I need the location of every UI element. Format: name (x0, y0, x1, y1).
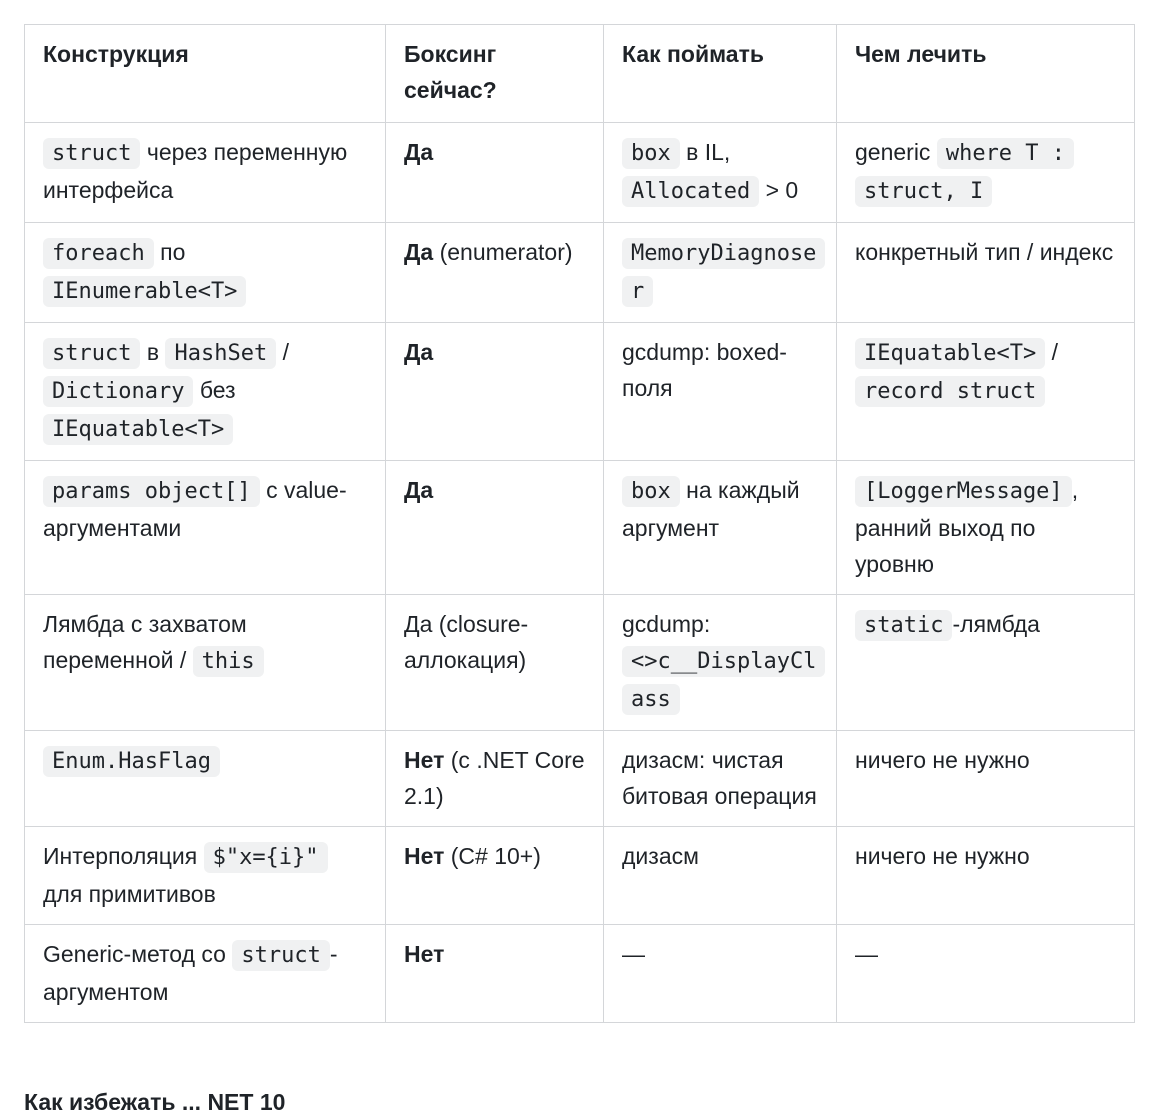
cell-text: , ранний выход по уровню (855, 477, 1079, 577)
cell-construct (25, 223, 386, 323)
cell-text: Generic-метод со (43, 941, 233, 967)
cell-fix (837, 323, 1135, 461)
cell-boxing (386, 925, 604, 1023)
cell-text: (C# 10+) (444, 843, 541, 869)
table-header-row (25, 25, 1135, 123)
cell-detect (604, 731, 837, 827)
cell-detect (604, 595, 837, 731)
table-row (25, 925, 1135, 1023)
header-boxing: Боксинг сейчас? (386, 25, 604, 123)
cell-boxing (386, 461, 604, 595)
cell-text: на каждый аргумент (622, 477, 800, 541)
cell-boxing (386, 731, 604, 827)
inline-code: box (622, 138, 680, 169)
cell-boxing (386, 827, 604, 925)
table-row (25, 123, 1135, 223)
inline-code: where T : struct, I (855, 138, 1074, 207)
cell-text: Интерполяция (43, 843, 204, 869)
inline-code: Allocated (622, 176, 759, 207)
header-fix: Чем лечить (837, 25, 1135, 123)
cell-text: дизасм (622, 843, 699, 869)
cell-detect (604, 123, 837, 223)
cell-text: generic (855, 139, 937, 165)
cell-detect (604, 827, 837, 925)
cell-fix (837, 731, 1135, 827)
table-row (25, 461, 1135, 595)
cell-construct (25, 461, 386, 595)
cell-boxing (386, 323, 604, 461)
cell-text: > 0 (759, 177, 799, 203)
inline-code: static (855, 610, 952, 641)
cell-text: gcdump: boxed-поля (622, 339, 787, 401)
inline-code: HashSet (165, 338, 276, 369)
cell-fix (837, 827, 1135, 925)
cell-fix (837, 461, 1135, 595)
cell-boxing (386, 123, 604, 223)
cell-text: ничего не нужно (855, 747, 1030, 773)
header-construct: Конструкция (25, 25, 386, 123)
cell-text: — (855, 941, 878, 967)
bold-text: Нет (404, 941, 445, 967)
cell-fix (837, 595, 1135, 731)
inline-code: struct (43, 138, 140, 169)
table-row (25, 595, 1135, 731)
cell-text: дизасм: чистая битовая операция (622, 747, 817, 809)
cell-text: по (153, 239, 186, 265)
cell-construct (25, 731, 386, 827)
bold-text: Нет (404, 747, 445, 773)
cell-text: для примитивов (43, 881, 216, 907)
inline-code: Dictionary (43, 376, 193, 407)
cell-detect (604, 461, 837, 595)
inline-code: $"x={i}" (204, 842, 328, 873)
cell-text: / (1045, 339, 1058, 365)
cell-text: конкретный тип / индекс (855, 239, 1114, 265)
bold-text: Да (404, 139, 434, 165)
cell-text: Лямбда с захватом переменной / (43, 611, 247, 673)
inline-code: IEquatable<T> (855, 338, 1045, 369)
cell-text: (enumerator) (433, 239, 573, 265)
table-row (25, 323, 1135, 461)
inline-code: record struct (855, 376, 1045, 407)
table-body (25, 123, 1135, 1023)
next-section-heading: Как избежать ... NET 10 (24, 1089, 286, 1115)
cell-text: через переменную интерфейса (43, 139, 348, 203)
cell-text: -лямбда (952, 611, 1040, 637)
cell-text: в (140, 339, 166, 365)
cell-text: в IL, (679, 139, 731, 165)
inline-code: struct (232, 940, 329, 971)
cell-text: / (276, 339, 289, 365)
inline-code: box (622, 476, 680, 507)
cell-text: — (622, 941, 645, 967)
inline-code: MemoryDiagnoser (622, 238, 825, 307)
cell-detect (604, 323, 837, 461)
cell-fix (837, 123, 1135, 223)
inline-code: IEnumerable<T> (43, 276, 246, 307)
bold-text: Да (404, 239, 434, 265)
cell-detect (604, 925, 837, 1023)
table-row (25, 731, 1135, 827)
cell-boxing (386, 595, 604, 731)
cell-detect (604, 223, 837, 323)
cell-boxing (386, 223, 604, 323)
inline-code: [LoggerMessage] (855, 476, 1072, 507)
cell-construct (25, 827, 386, 925)
cell-text: ничего не нужно (855, 843, 1030, 869)
cell-text: (с .NET Core 2.1) (404, 747, 585, 809)
cell-text: -аргументом (43, 941, 338, 1005)
table-row (25, 827, 1135, 925)
inline-code: params object[] (43, 476, 260, 507)
cell-construct (25, 323, 386, 461)
cell-text: Да (closure-аллокация) (404, 611, 529, 673)
cell-construct (25, 925, 386, 1023)
inline-code: struct (43, 338, 140, 369)
inline-code: this (193, 646, 264, 677)
inline-code: IEquatable<T> (43, 414, 233, 445)
boxing-table (24, 24, 1135, 1023)
cell-fix (837, 925, 1135, 1023)
bold-text: Нет (404, 843, 445, 869)
cell-text: с value-аргументами (43, 477, 347, 541)
cell-fix (837, 223, 1135, 323)
bold-text: Да (404, 477, 434, 503)
table-row (25, 223, 1135, 323)
cell-construct (25, 595, 386, 731)
bold-text: Да (404, 339, 434, 365)
cell-text: без (193, 377, 236, 403)
inline-code: <>c__DisplayClass (622, 646, 825, 715)
inline-code: foreach (43, 238, 154, 269)
header-detect: Как поймать (604, 25, 837, 123)
cell-construct (25, 123, 386, 223)
inline-code: Enum.HasFlag (43, 746, 220, 777)
cell-text: gcdump: (622, 611, 711, 637)
